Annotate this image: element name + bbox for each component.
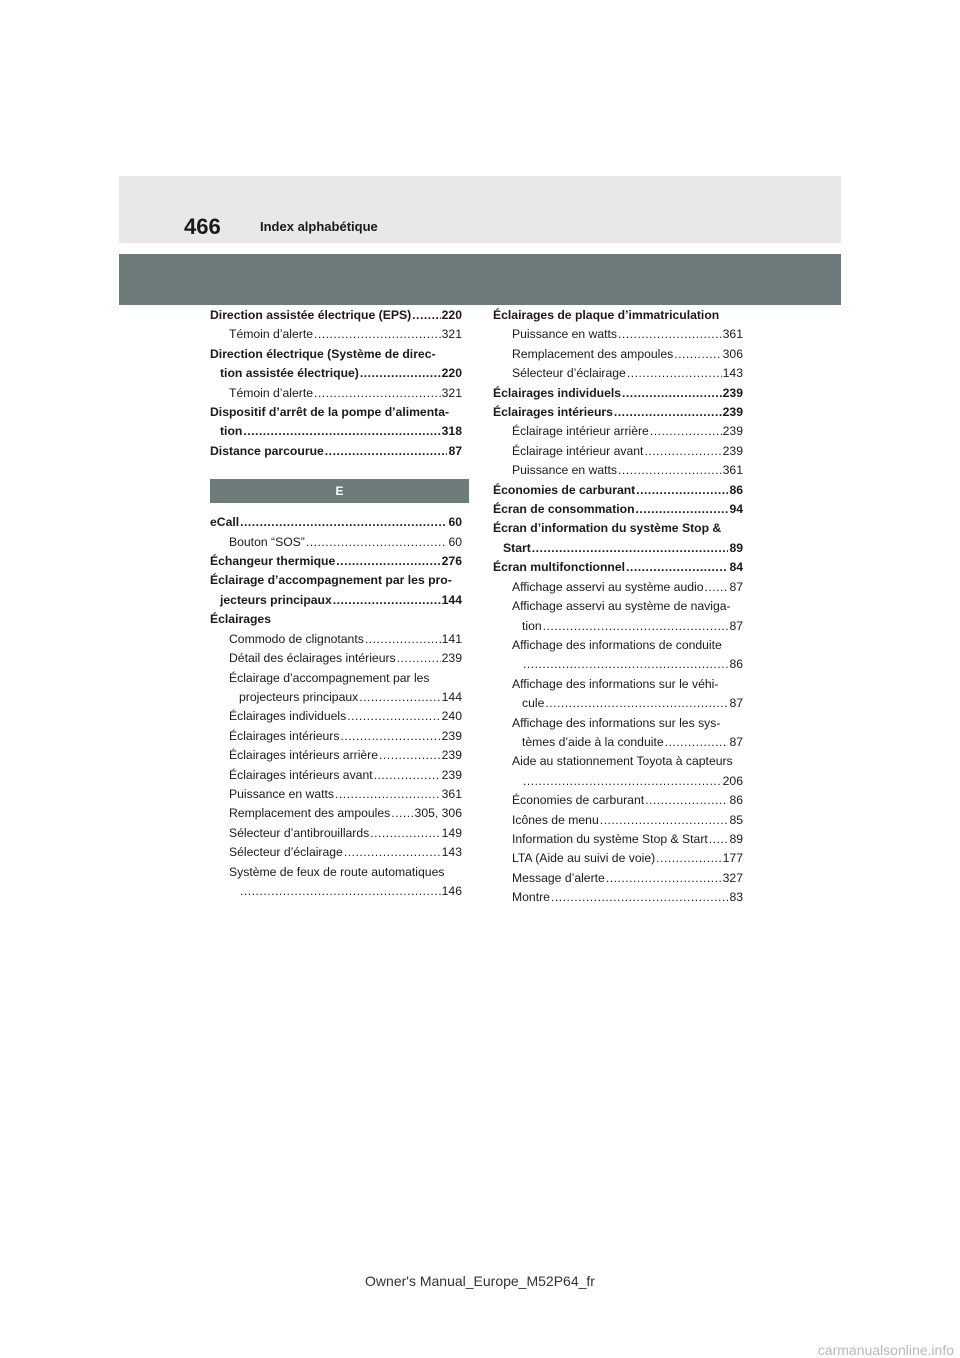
leader-dots	[656, 849, 721, 868]
page-ref: 87	[729, 734, 743, 749]
leader-dots	[359, 688, 440, 707]
leader-dots	[370, 824, 440, 843]
leader-dots	[532, 539, 729, 558]
index-entry	[210, 345, 462, 364]
index-subentry	[493, 830, 743, 849]
entry-text: Direction électrique (Système de direc-	[210, 346, 436, 361]
entry-text: Système de feux de route automatiques	[229, 864, 445, 879]
entry-text: cule	[522, 696, 545, 711]
entry-text: Remplacement des ampoules	[512, 346, 674, 361]
index-subentry	[493, 617, 743, 636]
index-subentry	[493, 364, 743, 383]
index-subentry	[493, 733, 743, 752]
index-subentry	[210, 384, 462, 403]
leader-dots	[397, 649, 441, 668]
entry-text: Éclairage intérieur arrière	[512, 424, 649, 439]
index-subentry	[210, 727, 462, 746]
index-entry	[493, 306, 743, 325]
entry-text: Sélecteur d’éclairage	[229, 845, 343, 860]
index-subentry	[210, 863, 462, 882]
index-entry	[210, 591, 462, 610]
page-ref: 239	[722, 443, 743, 458]
leader-dots	[627, 364, 722, 383]
section-header-e	[210, 479, 469, 503]
leader-dots	[360, 364, 441, 383]
entry-text: tion	[522, 618, 542, 633]
page-ref: 361	[722, 463, 743, 478]
page-ref: 318	[441, 424, 462, 439]
index-subentry	[493, 461, 743, 480]
index-entry	[210, 403, 462, 422]
index-column-left	[210, 306, 462, 901]
entry-text: Éclairages intérieurs	[229, 728, 340, 743]
index-entry	[493, 519, 743, 538]
page-ref: 239	[441, 651, 462, 666]
index-entry	[210, 442, 462, 461]
page-ref: 306	[722, 346, 743, 361]
page-ref: 146	[441, 883, 462, 898]
entry-text: Éclairage intérieur avant	[512, 443, 644, 458]
entry-text: Start	[503, 540, 531, 555]
entry-text: Remplacement des ampoules	[229, 806, 391, 821]
entry-text: Écran multifonctionnel	[493, 560, 626, 575]
index-subentry	[210, 766, 462, 785]
leader-dots	[374, 766, 441, 785]
leader-dots	[665, 733, 729, 752]
index-subentry	[493, 655, 743, 674]
page-ref: 87	[729, 696, 743, 711]
page-ref: 239	[722, 385, 743, 400]
index-column-right	[493, 306, 743, 908]
entry-text: eCall	[210, 515, 240, 530]
page-ref: 239	[441, 748, 462, 763]
entry-text: Éclairages intérieurs	[493, 405, 613, 420]
page-ref: 87	[448, 443, 462, 458]
index-subentry	[210, 707, 462, 726]
page-ref: 87	[729, 579, 743, 594]
page-ref: 60	[448, 515, 462, 530]
leader-dots	[636, 481, 728, 500]
entry-text: Sélecteur d’antibrouillards	[229, 825, 370, 840]
index-subentry	[210, 325, 462, 344]
entry-text: Distance parcourue	[210, 443, 324, 458]
page-ref: 94	[729, 502, 743, 517]
leader-dots	[314, 384, 441, 403]
page-ref: 220	[441, 308, 462, 322]
entry-text: LTA (Aide au suivi de voie)	[512, 851, 656, 866]
index-entry	[210, 552, 462, 571]
entry-text: Éclairages de plaque d’immatriculation	[493, 308, 720, 322]
page-ref: 327	[722, 870, 743, 885]
index-entry	[493, 403, 743, 422]
index-subentry	[210, 688, 462, 707]
entry-text: Sélecteur d’éclairage	[512, 366, 626, 381]
entry-text: Écran d’information du système Stop &	[493, 521, 722, 536]
leader-dots	[333, 591, 441, 610]
leader-dots	[622, 384, 722, 403]
index-subentry	[210, 649, 462, 668]
header-title: Index alphabétique	[260, 219, 378, 234]
leader-dots	[644, 442, 721, 461]
entry-text: Puissance en watts	[512, 463, 618, 478]
index-list-left-bottom	[210, 513, 462, 901]
index-subentry	[493, 869, 743, 888]
leader-dots	[391, 804, 413, 823]
entry-text: Affichage asservi au système audio	[512, 579, 704, 594]
page-ref: 144	[441, 592, 462, 607]
entry-text: Message d’alerte	[512, 870, 605, 885]
leader-dots	[240, 513, 447, 532]
index-entry	[493, 500, 743, 519]
index-entry	[493, 558, 743, 577]
leader-dots	[335, 785, 441, 804]
entry-text: jecteurs principaux	[220, 592, 332, 607]
page-ref: 239	[441, 767, 462, 782]
index-entry	[493, 481, 743, 500]
entry-text: tèmes d’aide à la conduite	[522, 734, 664, 749]
index-subentry	[493, 772, 743, 791]
leader-dots	[650, 422, 722, 441]
index-subentry	[493, 442, 743, 461]
entry-text: projecteurs principaux	[239, 689, 359, 704]
page-ref: 144	[441, 689, 462, 704]
index-subentry	[493, 811, 743, 830]
leader-dots	[344, 843, 441, 862]
page-ref: 361	[722, 327, 743, 342]
leader-dots	[243, 422, 440, 441]
index-subentry	[493, 325, 743, 344]
section-letter: E	[335, 484, 344, 499]
entry-text: Économies de carburant	[512, 793, 645, 808]
index-entry	[210, 364, 462, 383]
page-ref: 60	[448, 534, 462, 549]
entry-text: Éclairages intérieurs arrière	[229, 748, 379, 763]
footer-manual-id: Owner's Manual_Europe_M52P64_fr	[365, 1273, 595, 1289]
index-subentry	[210, 746, 462, 765]
leader-dots	[636, 500, 729, 519]
leader-dots	[705, 578, 729, 597]
page-ref: 87	[729, 618, 743, 633]
page-ref: 321	[441, 385, 462, 400]
leader-dots	[347, 707, 440, 726]
watermark: carmanualsonline.info	[817, 1342, 954, 1358]
leader-dots	[523, 655, 728, 674]
page-ref: 86	[729, 482, 743, 497]
entry-text: Dispositif d’arrêt de la pompe d’alimenta-	[210, 405, 450, 420]
leader-dots	[600, 811, 729, 830]
entry-text: Éclairages intérieurs avant	[229, 767, 373, 782]
entry-text: Détail des éclairages intérieurs	[229, 651, 396, 666]
leader-dots	[626, 558, 728, 577]
page-ref: 83	[729, 890, 743, 905]
page-ref: 276	[441, 554, 462, 569]
entry-text: Écran de consommation	[493, 502, 635, 517]
index-subentry	[210, 669, 462, 688]
leader-dots	[545, 694, 728, 713]
page-ref: 149	[441, 825, 462, 840]
index-subentry	[493, 422, 743, 441]
page-ref: 89	[729, 540, 743, 555]
index-subentry	[493, 675, 743, 694]
index-subentry	[210, 843, 462, 862]
entry-text: Témoin d’alerte	[229, 385, 313, 400]
page-number: 466	[184, 214, 221, 239]
index-subentry	[493, 849, 743, 868]
leader-dots	[543, 617, 729, 636]
leader-dots	[551, 888, 729, 907]
entry-text: Montre	[512, 890, 550, 905]
entry-text: Affichage des informations de conduite	[512, 637, 722, 652]
index-subentry	[210, 785, 462, 804]
entry-text: tion assistée électrique)	[220, 366, 359, 381]
leader-dots	[709, 830, 729, 849]
leader-dots	[523, 772, 722, 791]
entry-text: Icônes de menu	[512, 812, 599, 827]
entry-text: Puissance en watts	[229, 786, 335, 801]
leader-dots	[618, 325, 722, 344]
page-ref: 86	[729, 793, 743, 808]
leader-dots	[314, 325, 441, 344]
leader-dots	[240, 882, 441, 901]
entry-text: Éclairages individuels	[229, 709, 347, 724]
entry-text: Éclairage d’accompagnement par les pro-	[210, 573, 452, 588]
page-ref: 239	[722, 405, 743, 420]
header-band	[119, 176, 841, 243]
entry-text: Éclairages	[210, 612, 271, 627]
page-ref: 239	[441, 728, 462, 743]
index-entry	[210, 610, 462, 629]
index-entry	[493, 384, 743, 403]
entry-text: Éclairage d’accompagnement par les	[229, 670, 430, 685]
page-ref: 321	[441, 327, 462, 342]
page-ref: 206	[722, 773, 743, 788]
leader-dots	[365, 630, 441, 649]
index-subentry	[210, 630, 462, 649]
index-subentry	[493, 597, 743, 616]
title-bar	[119, 254, 841, 305]
index-subentry	[210, 824, 462, 843]
page-ref: 239	[722, 424, 743, 439]
index-entry	[210, 513, 462, 532]
index-subentry	[210, 533, 462, 552]
page-ref: 143	[722, 366, 743, 381]
entry-text: Puissance en watts	[512, 327, 618, 342]
leader-dots	[606, 869, 722, 888]
page-ref: 177	[722, 851, 743, 866]
entry-text: Direction assistée électrique (EPS)	[210, 308, 412, 322]
entry-text: Échangeur thermique	[210, 554, 336, 569]
entry-text: Commodo de clignotants	[229, 631, 364, 646]
leader-dots	[336, 552, 440, 571]
leader-dots	[614, 403, 722, 422]
leader-dots	[325, 442, 448, 461]
index-subentry	[493, 888, 743, 907]
index-subentry	[493, 636, 743, 655]
entry-text: Éclairages individuels	[493, 385, 622, 400]
leader-dots	[379, 746, 441, 765]
entry-text: Économies de carburant	[493, 482, 636, 497]
leader-dots	[340, 727, 440, 746]
page-ref: 305, 306	[414, 806, 462, 821]
entry-text: Aide au stationnement Toyota à capteurs	[512, 754, 733, 769]
page-ref: 84	[729, 560, 743, 575]
index-subentry	[210, 804, 462, 823]
entry-text: Affichage des informations sur le véhi-	[512, 676, 719, 691]
index-entry	[210, 422, 462, 441]
index-subentry	[493, 714, 743, 733]
index-entry	[210, 571, 462, 590]
leader-dots	[674, 345, 721, 364]
entry-text: tion	[220, 424, 243, 439]
index-subentry	[493, 752, 743, 771]
entry-text: Témoin d’alerte	[229, 327, 313, 342]
entry-text: Affichage asservi au système de naviga-	[512, 599, 731, 614]
index-entry	[210, 306, 462, 325]
page-ref: 143	[441, 845, 462, 860]
leader-dots	[412, 306, 440, 325]
page-ref: 85	[729, 812, 743, 827]
page-ref: 141	[441, 631, 462, 646]
index-list-right	[493, 306, 743, 908]
leader-dots	[306, 533, 448, 552]
index-subentry	[493, 578, 743, 597]
entry-text: Bouton “SOS”	[229, 534, 305, 549]
page-ref: 86	[729, 657, 743, 672]
index-subentry	[493, 694, 743, 713]
page-ref: 89	[729, 831, 743, 846]
entry-text: Information du système Stop & Start	[512, 831, 708, 846]
entry-text: Affichage des informations sur les sys-	[512, 715, 721, 730]
index-list-left-top	[210, 306, 462, 461]
page-ref: 361	[441, 786, 462, 801]
index-entry	[493, 539, 743, 558]
index-subentry	[493, 345, 743, 364]
leader-dots	[645, 791, 728, 810]
index-subentry	[493, 791, 743, 810]
page-ref: 220	[441, 366, 462, 381]
leader-dots	[618, 461, 722, 480]
page-ref: 240	[441, 709, 462, 724]
index-subentry	[210, 882, 462, 901]
